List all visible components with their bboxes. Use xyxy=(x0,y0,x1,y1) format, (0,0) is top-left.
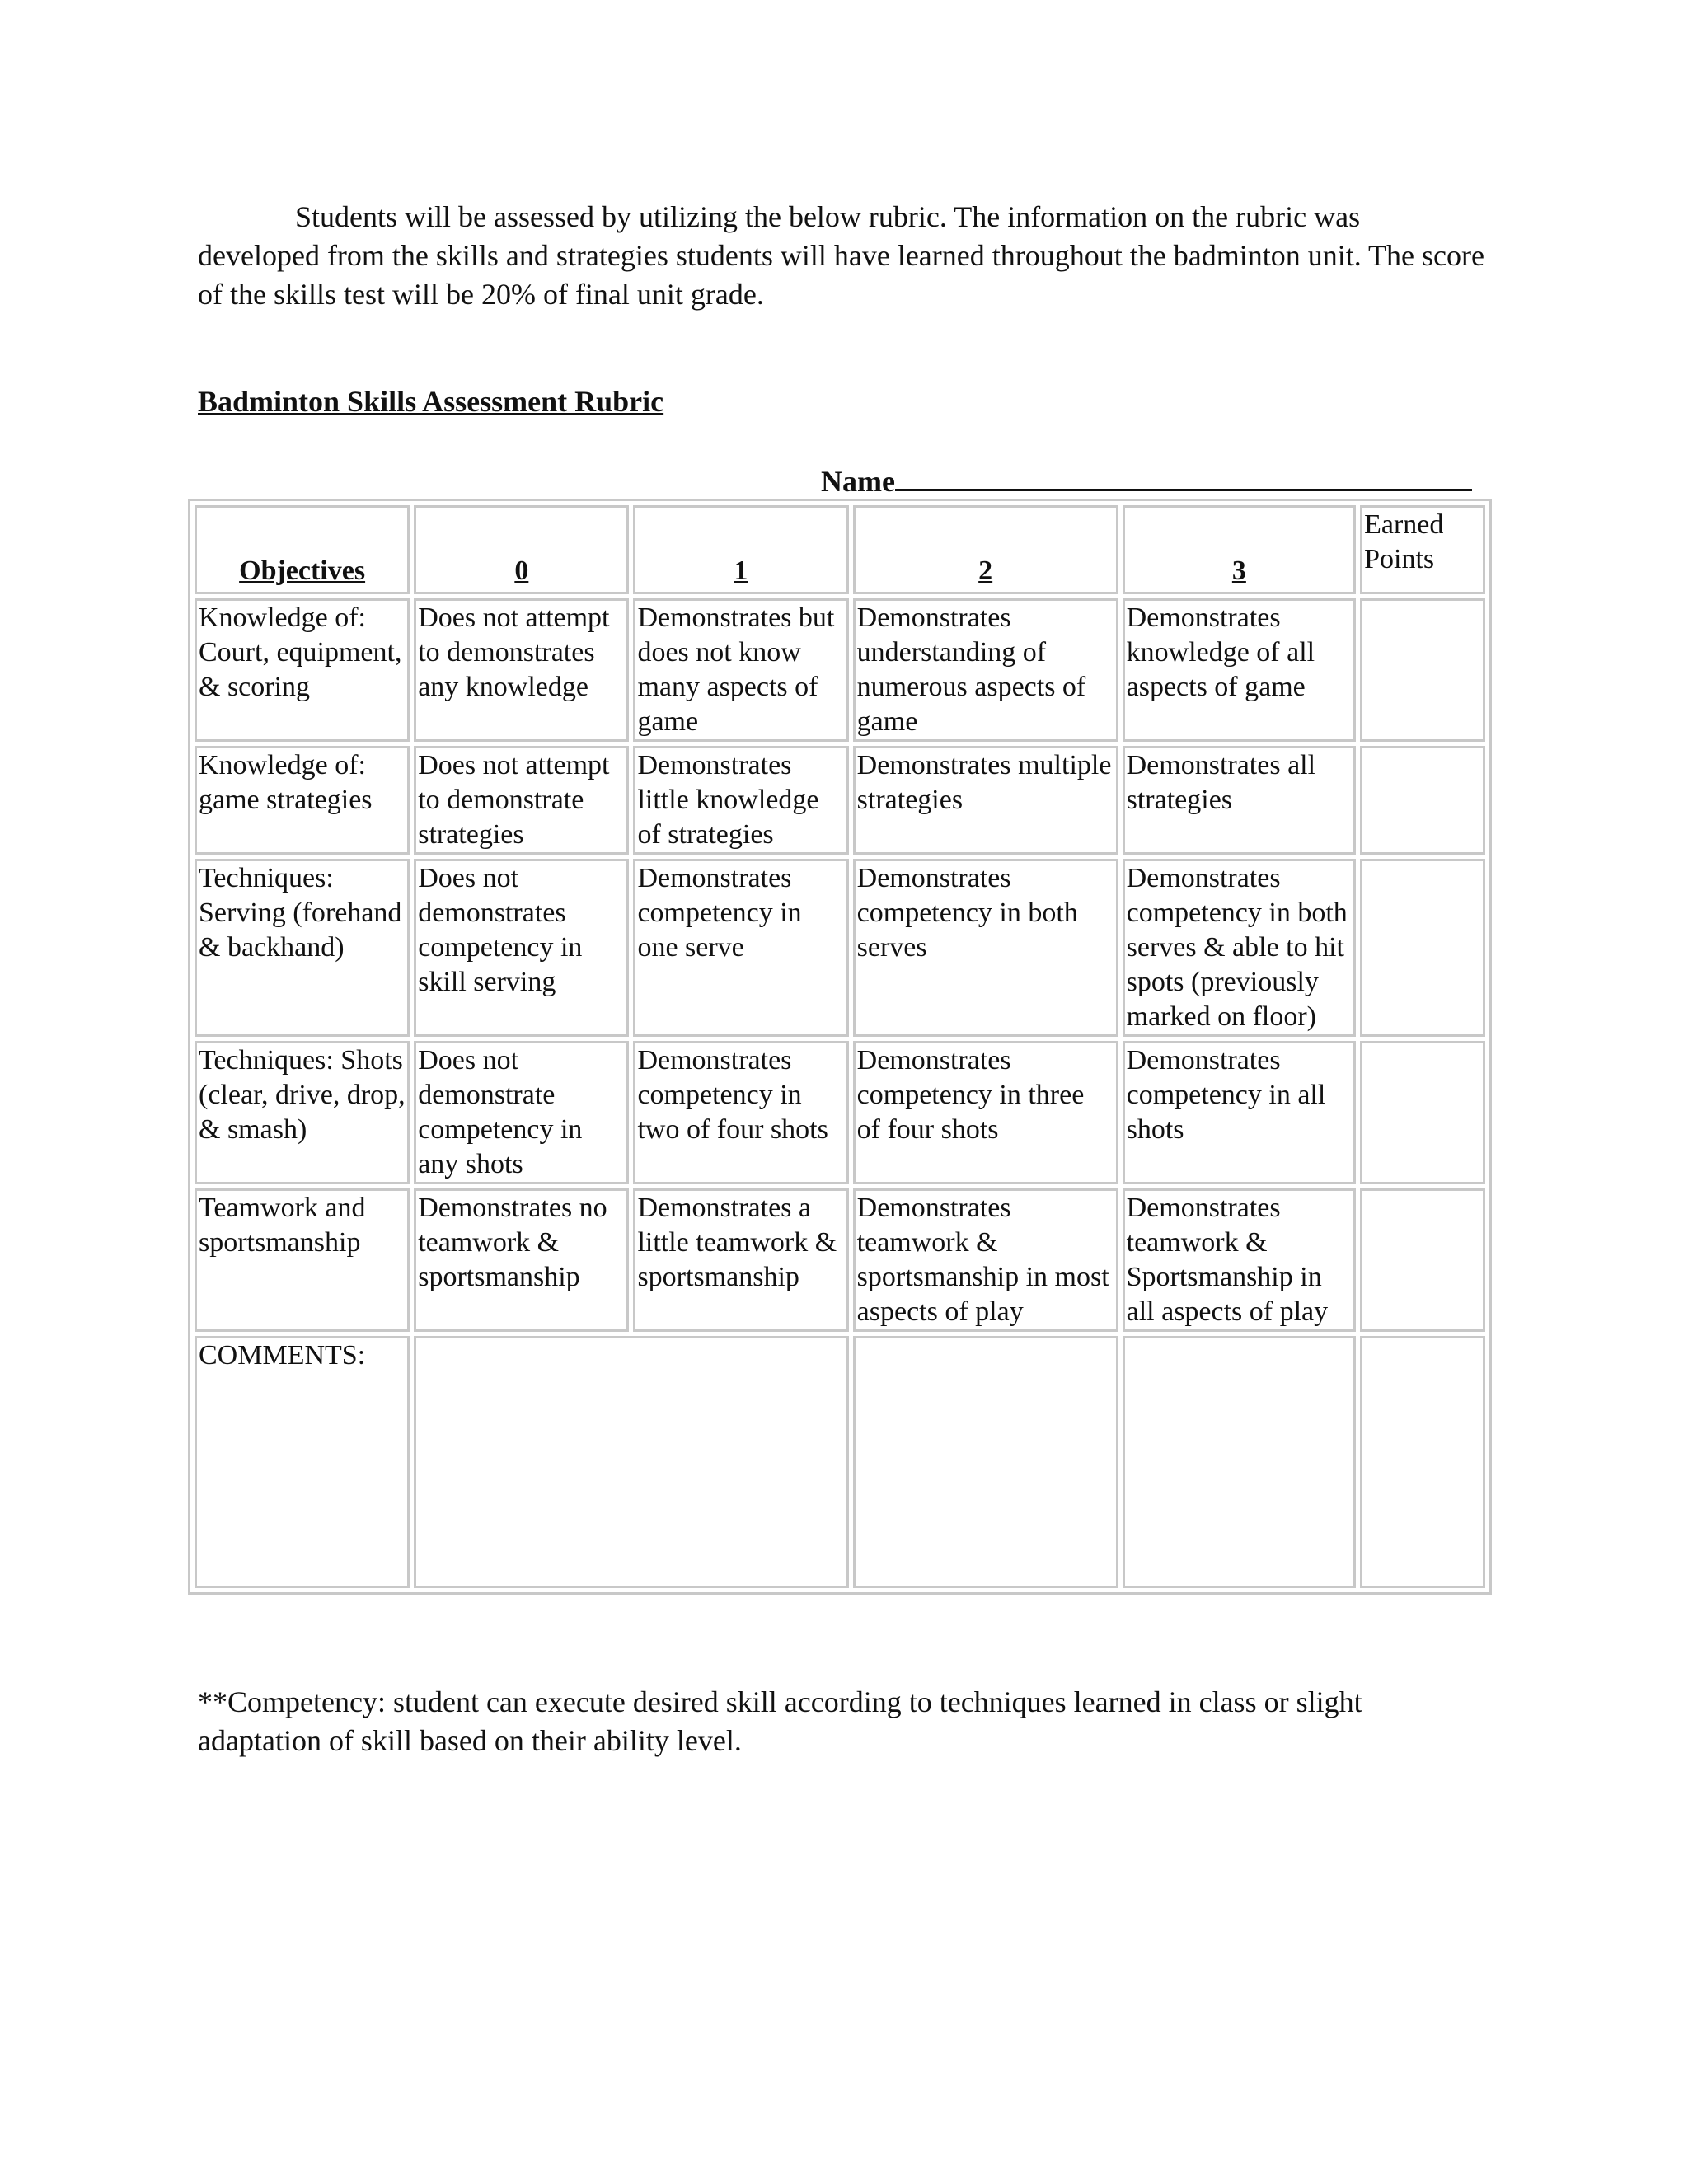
table-row xyxy=(195,746,1485,855)
intro-text: Students will be assessed by utilizing the below rubric. The information on the rubric was developed from the skills and strategies students will have learned throughout the badminton unit. The score of the skills test will be 20% of final unit grade. xyxy=(198,200,1484,311)
earned-points-cell[interactable] xyxy=(1360,598,1485,742)
name-blank-line[interactable] xyxy=(895,462,1472,491)
intro-paragraph xyxy=(198,198,1488,314)
criteria-cell-3: Demonstrates all strategies xyxy=(1123,746,1356,855)
rubric-title: Badminton Skills Assessment Rubric xyxy=(198,385,664,418)
comments-cell[interactable] xyxy=(853,1336,1118,1588)
criteria-cell-3: Demonstrates competency in all shots xyxy=(1123,1041,1356,1184)
rubric-table xyxy=(188,499,1492,1595)
criteria-cell-3: Demonstrates competency in both serves & able to hit spots (previously marked on floor) xyxy=(1123,859,1356,1037)
criteria-cell-1: Demonstrates competency in one serve xyxy=(633,859,848,1037)
header-row xyxy=(195,505,1485,594)
header-score-2: 2 xyxy=(853,505,1118,594)
criteria-cell-2: Demonstrates competency in three of four shots xyxy=(853,1041,1118,1184)
comments-row xyxy=(195,1336,1485,1588)
earned-points-cell[interactable] xyxy=(1360,1188,1485,1332)
earned-points-cell[interactable] xyxy=(1360,746,1485,855)
objective-cell: Teamwork and sportsmanship xyxy=(195,1188,410,1332)
table-row xyxy=(195,1188,1485,1332)
header-score-0: 0 xyxy=(414,505,629,594)
earned-points-cell[interactable] xyxy=(1360,1041,1485,1184)
criteria-cell-0: Demonstrates no teamwork & sportsmanship xyxy=(414,1188,629,1332)
objective-cell: Techniques: Shots (clear, drive, drop, & smash) xyxy=(195,1041,410,1184)
comments-cell[interactable] xyxy=(414,1336,848,1588)
criteria-cell-2: Demonstrates teamwork & sportsmanship in most aspects of play xyxy=(853,1188,1118,1332)
criteria-cell-3: Demonstrates teamwork & Sportsmanship in all aspects of play xyxy=(1123,1188,1356,1332)
objective-cell: Knowledge of: Court, equipment, & scoring xyxy=(195,598,410,742)
table-row xyxy=(195,1041,1485,1184)
criteria-cell-0: Does not demonstrate competency in any shots xyxy=(414,1041,629,1184)
competency-footnote: **Competency: student can execute desired skill according to techniques learned in class or slight adaptation of skill based on their ability level. xyxy=(198,1685,1362,1757)
name-field[interactable] xyxy=(821,462,1472,499)
earned-points-cell[interactable] xyxy=(1360,859,1485,1037)
table-row xyxy=(195,598,1485,742)
comments-label: COMMENTS: xyxy=(195,1336,410,1588)
criteria-cell-0: Does not attempt to demonstrates any knowledge xyxy=(414,598,629,742)
header-earned-points: Earned Points xyxy=(1360,505,1485,594)
criteria-cell-2: Demonstrates competency in both serves xyxy=(853,859,1118,1037)
criteria-cell-1: Demonstrates little knowledge of strategies xyxy=(633,746,848,855)
header-objectives: Objectives xyxy=(195,505,410,594)
header-score-3: 3 xyxy=(1123,505,1356,594)
comments-cell[interactable] xyxy=(1123,1336,1356,1588)
criteria-cell-1: Demonstrates a little teamwork & sportsmanship xyxy=(633,1188,848,1332)
criteria-cell-2: Demonstrates multiple strategies xyxy=(853,746,1118,855)
criteria-cell-3: Demonstrates knowledge of all aspects of game xyxy=(1123,598,1356,742)
objective-cell: Techniques: Serving (forehand & backhand) xyxy=(195,859,410,1037)
table-row xyxy=(195,859,1485,1037)
criteria-cell-2: Demonstrates understanding of numerous aspects of game xyxy=(853,598,1118,742)
criteria-cell-0: Does not attempt to demonstrate strategies xyxy=(414,746,629,855)
criteria-cell-1: Demonstrates competency in two of four shots xyxy=(633,1041,848,1184)
criteria-cell-0: Does not demonstrates competency in skill serving xyxy=(414,859,629,1037)
objective-cell: Knowledge of: game strategies xyxy=(195,746,410,855)
comments-cell[interactable] xyxy=(1360,1336,1485,1588)
header-score-1: 1 xyxy=(633,505,848,594)
criteria-cell-1: Demonstrates but does not know many aspects of game xyxy=(633,598,848,742)
name-label: Name xyxy=(821,465,895,498)
